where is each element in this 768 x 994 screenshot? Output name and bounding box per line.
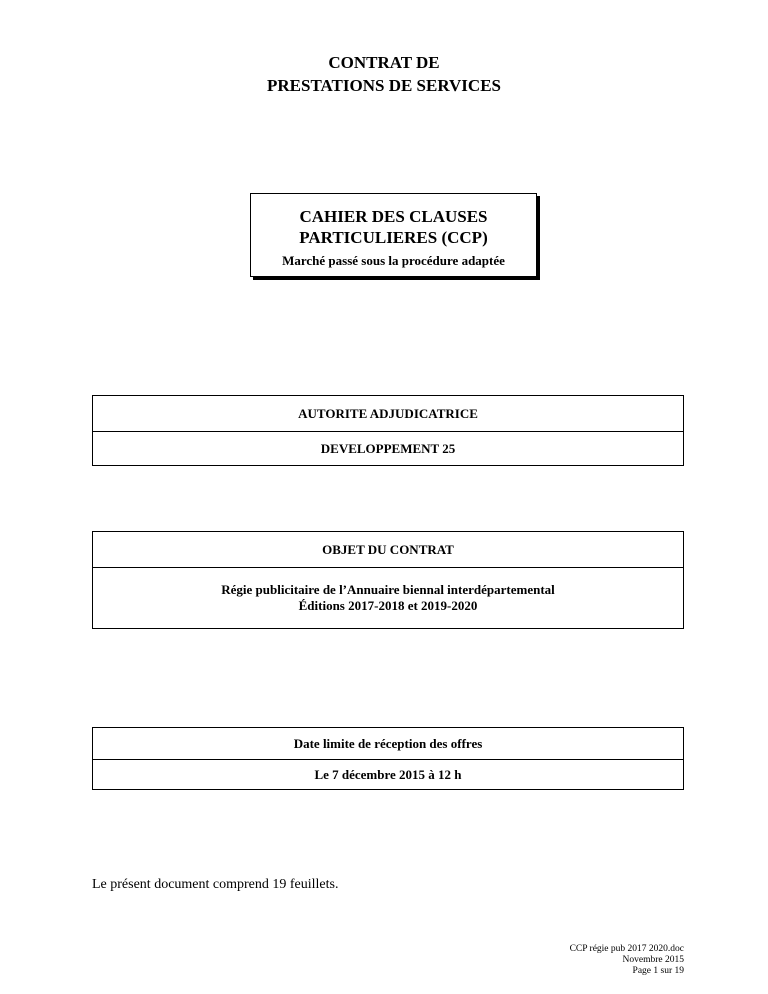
ccp-title-line-1: CAHIER DES CLAUSES (299, 207, 488, 226)
authority-table (92, 395, 684, 466)
deadline-value: Le 7 décembre 2015 à 12 h (93, 759, 683, 790)
document-footer (570, 944, 684, 977)
ccp-title (251, 206, 536, 248)
footer-filename: CCP régie pub 2017 2020.doc (569, 944, 684, 954)
ccp-title-line-2: PARTICULIERES (CCP) (299, 228, 488, 247)
authority-value: DEVELOPPEMENT 25 (93, 431, 683, 466)
ccp-box (250, 193, 537, 277)
object-header: OBJET DU CONTRAT (322, 541, 454, 557)
deadline-header: Date limite de réception des offres (293, 735, 483, 751)
authority-header: AUTORITE ADJUDICATRICE (298, 405, 478, 421)
deadline-table (92, 727, 684, 790)
object-line-1: Régie publicitaire de l’Annuaire biennal interdépartemental (221, 582, 555, 597)
object-table (92, 531, 684, 629)
footer-page-number: Page 1 sur 19 (632, 966, 684, 976)
page-count-note: Le présent document comprend 19 feuillets. (92, 877, 339, 892)
object-description (93, 567, 683, 628)
document-title (0, 51, 768, 97)
ccp-subtitle: Marché passé sous la procédure adaptée (282, 253, 505, 268)
title-line-2: PRESTATIONS DE SERVICES (266, 76, 501, 95)
footer-date: Novembre 2015 (622, 955, 684, 965)
title-line-1: CONTRAT DE (328, 53, 440, 72)
object-line-2: Éditions 2017-2018 et 2019-2020 (298, 598, 478, 613)
